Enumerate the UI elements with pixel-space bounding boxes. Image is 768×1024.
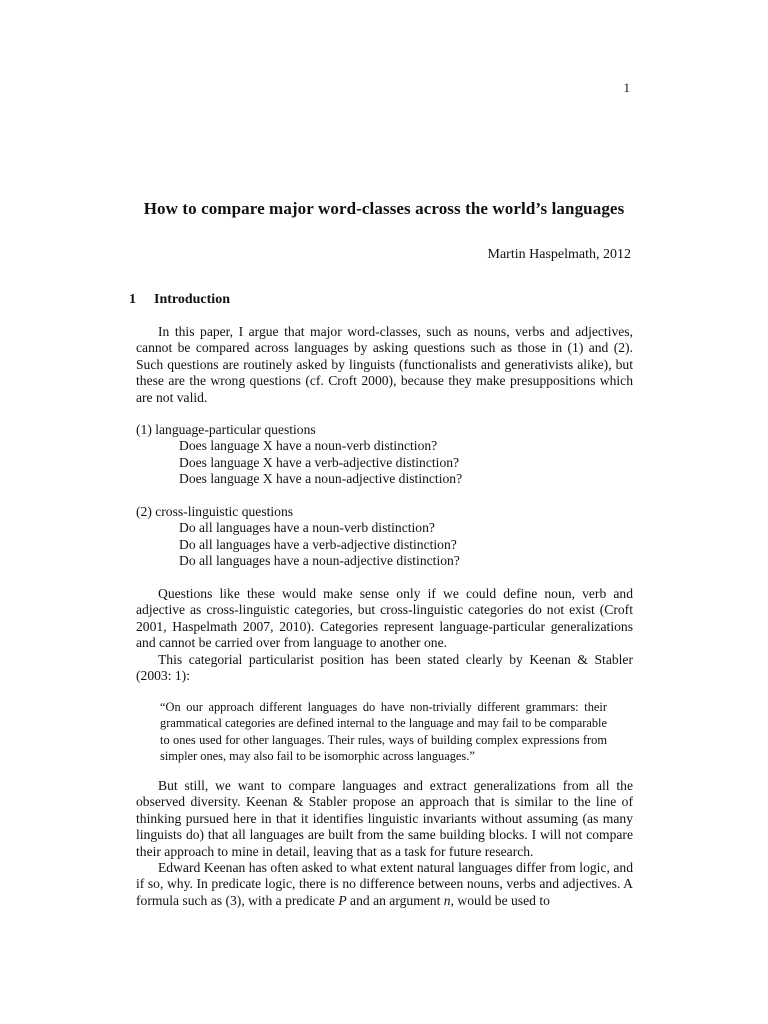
example-1-item: Does language X have a verb-adjective distinction? bbox=[179, 454, 460, 470]
page-number: 1 bbox=[623, 80, 630, 95]
closing-paragraphs bbox=[136, 778, 633, 909]
paragraph-3: This categorial particularist position has been stated clearly by Keenan & Stabler (2003: 1): bbox=[136, 651, 633, 684]
section-number: 1 bbox=[129, 292, 136, 307]
block-quote: “On our approach different languages do have non-trivially different grammars: their grammatical categories are defined internal to the language and may fail to be comparable to ones used for other languages. Their rules, ways of building complex expressions from simpler ones, may also fail to be isomorphic across languages.” bbox=[160, 700, 607, 764]
section-heading bbox=[129, 292, 230, 308]
paragraph-5 bbox=[136, 860, 633, 909]
example-1-item: Does language X have a noun-adjective distinction? bbox=[179, 471, 463, 487]
example-2-item: Do all languages have a verb-adjective distinction? bbox=[179, 536, 457, 552]
example-2-item: Do all languages have a noun-verb distinction? bbox=[179, 520, 435, 536]
paragraph-5-text: and an argument bbox=[346, 892, 444, 908]
intro-paragraph bbox=[136, 324, 633, 406]
paragraph-5-text: Edward Keenan has often asked to what extent natural languages differ from logic, and if so, why. In predicate logic, there is no difference between nouns, verbs and adjectives. A formula such as (3), with a predicate bbox=[136, 860, 633, 908]
paragraph-2: Questions like these would make sense only if we could define noun, verb and adjective as cross-linguistic categories, but cross-linguistic categories do not exist (Croft 2001, Haspelmath 2007, 2010). Categories represent language-particular generalizations and cannot be carried over from language to another one. bbox=[136, 586, 633, 651]
paper-title: How to compare major word-classes across the world’s languages bbox=[143, 199, 625, 218]
predicate-symbol: P bbox=[338, 892, 347, 908]
example-1-label: (1) language-particular questions bbox=[136, 422, 316, 437]
example-2-item: Do all languages have a noun-adjective distinction? bbox=[179, 553, 460, 569]
paragraph-1: In this paper, I argue that major word-classes, such as nouns, verbs and adjectives, cannot be compared across languages by asking questions such as those in (1) and (2). Such questions are routinely asked by linguists (functionalists and generativists alike), but these are the wrong questions (cf. Croft 2000), because they make presuppositions which are not valid. bbox=[136, 324, 633, 405]
example-1-item: Does language X have a noun-verb distinction? bbox=[179, 438, 438, 454]
paragraph-5-text: , would be used to bbox=[450, 892, 550, 908]
argument-paragraphs bbox=[136, 586, 633, 684]
paragraph-4: But still, we want to compare languages and extract generalizations from all the observed diversity. Keenan & Stabler propose an approach that is similar to the line of thinking pursued here in that it identifies linguistic invariants without assuming (as many linguists do) that all languages are built from the same building blocks. I will not compare their approach to mine in detail, leaving that as a task for future research. bbox=[136, 778, 633, 859]
example-2-label: (2) cross-linguistic questions bbox=[136, 504, 294, 519]
example-1 bbox=[136, 422, 633, 488]
author-line: Martin Haspelmath, 2012 bbox=[487, 247, 631, 262]
example-2 bbox=[136, 504, 633, 570]
section-title: Introduction bbox=[154, 292, 230, 307]
argument-symbol: n bbox=[443, 892, 451, 908]
